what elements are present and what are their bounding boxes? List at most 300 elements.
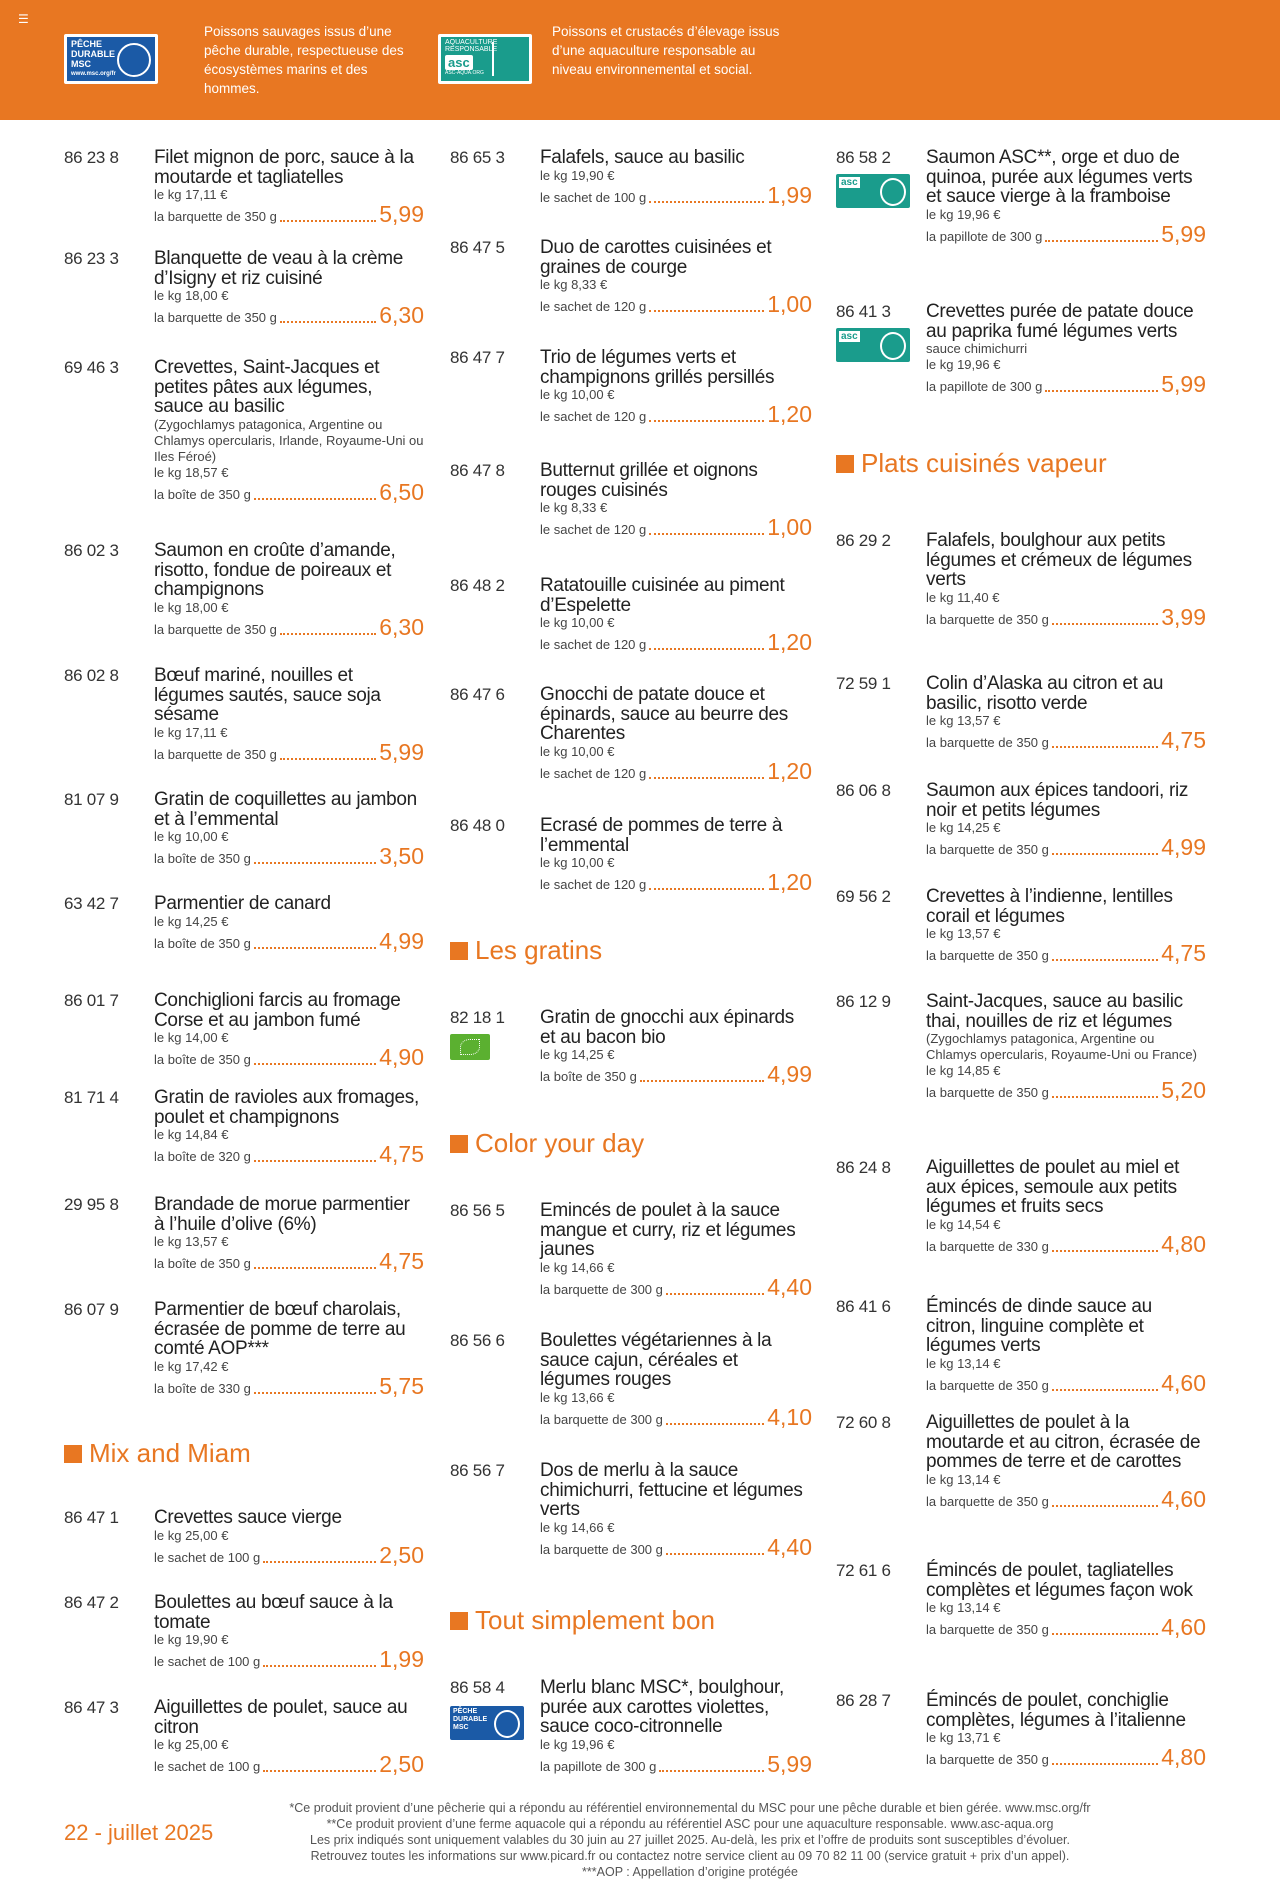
price: 5,75 — [379, 1372, 424, 1399]
price-per-kg: le kg 18,00 € — [154, 599, 229, 615]
dot-leader — [649, 310, 764, 312]
section-label: Les gratins — [475, 935, 603, 965]
asc-logo-word: asc — [445, 55, 473, 70]
product-name: Dos de merlu à la sauce chimichurri, fettucine et légumes verts — [540, 1460, 803, 1520]
price-per-kg: le kg 13,66 € — [540, 1389, 615, 1405]
price-line — [926, 603, 1206, 630]
price: 5,20 — [1161, 1077, 1206, 1103]
unit-label: le sachet de 100 g — [540, 189, 647, 205]
dot-leader — [280, 321, 376, 323]
price: 5,99 — [379, 738, 424, 765]
unit-label: la barquette de 350 g — [926, 611, 1049, 627]
unit-label: la barquette de 350 g — [154, 621, 277, 637]
product-detail: sauce chimichurri — [926, 341, 1028, 356]
product-name: Colin d’Alaska au citron et au basilic, risotto verde — [926, 673, 1164, 714]
price-per-kg: le kg 13,57 € — [926, 926, 1001, 941]
product-body — [540, 1331, 812, 1429]
dot-leader — [659, 1770, 764, 1772]
product-code: 86 47 5 — [450, 238, 505, 257]
orange-square-icon — [64, 1445, 82, 1463]
asc-badge-word: asc — [841, 177, 858, 188]
product-body — [926, 1691, 1206, 1769]
dot-leader — [1052, 1633, 1158, 1635]
product-body — [154, 666, 424, 764]
price: 4,40 — [767, 1273, 812, 1300]
price-per-kg: le kg 17,42 € — [154, 1358, 229, 1374]
unit-label: le sachet de 100 g — [154, 1549, 261, 1565]
price: 4,60 — [1161, 1485, 1206, 1512]
msc-badge-line: DURABLE — [453, 1716, 488, 1723]
product-code: 86 24 8 — [836, 1158, 891, 1177]
unit-label: la boîte de 350 g — [154, 486, 251, 502]
product-body — [154, 1195, 424, 1273]
fish-icon — [494, 1710, 520, 1738]
price: 4,80 — [1161, 1744, 1206, 1770]
msc-badge-line: MSC — [453, 1724, 469, 1731]
product-code: 86 56 5 — [450, 1201, 505, 1220]
price-per-kg: le kg 14,84 € — [154, 1127, 229, 1142]
price-per-kg: le kg 18,00 € — [154, 288, 229, 303]
section-label: Color your day — [475, 1128, 645, 1158]
product-body — [154, 1300, 424, 1398]
footnote: **Ce produit provient d’une ferme aquacole qui a répondu au référentiel ASC pour une aquaculture responsable. www.asc-aqua.org — [326, 1817, 1054, 1831]
product-body — [926, 1413, 1206, 1511]
section-label: Plats cuisinés vapeur — [861, 448, 1107, 478]
section-title — [64, 1438, 251, 1469]
product-code: 86 02 8 — [64, 666, 119, 685]
price-line — [540, 1533, 812, 1560]
product-body — [540, 348, 812, 426]
asc-logo — [438, 34, 532, 84]
product-code: 86 23 3 — [64, 249, 119, 268]
price-line — [540, 1750, 812, 1777]
product-code: 86 41 3 — [836, 302, 891, 321]
price-per-kg: le kg 14,25 € — [154, 913, 229, 929]
price: 1,00 — [767, 514, 812, 540]
footnotes — [240, 1800, 1140, 1880]
price: 5,99 — [379, 201, 424, 227]
price-per-kg: le kg 13,71 € — [926, 1730, 1001, 1745]
price-line — [926, 1485, 1206, 1512]
price-line — [154, 478, 424, 505]
unit-label: la boîte de 320 g — [154, 1149, 251, 1164]
price: 4,99 — [1161, 834, 1206, 860]
product-body — [540, 816, 812, 894]
price-per-kg: le kg 14,66 € — [540, 1259, 615, 1275]
unit-label: le sachet de 100 g — [154, 1759, 261, 1774]
price-per-kg: le kg 13,57 € — [154, 1234, 229, 1249]
price-per-kg: le kg 10,00 € — [154, 829, 229, 844]
product-name: Saumon en croûte d’amande, risotto, fondue de poireaux et champignons — [154, 540, 396, 600]
price-line — [540, 1403, 812, 1430]
msc-logo-line: DURABLE — [71, 49, 115, 59]
price-line — [540, 1063, 812, 1086]
msc-logo-line: MSC — [71, 59, 91, 69]
dot-leader — [263, 1561, 376, 1563]
price-line — [926, 220, 1206, 247]
unit-label: la barquette de 350 g — [926, 1085, 1049, 1100]
price-per-kg: le kg 17,11 € — [154, 187, 228, 202]
unit-label: la barquette de 350 g — [926, 1493, 1049, 1509]
product-name: Duo de carottes cuisinées et graines de courge — [540, 237, 772, 278]
price-line — [926, 836, 1206, 859]
product-name: Boulettes végétariennes à la sauce cajun, céréales et légumes rouges — [540, 1330, 772, 1390]
product-code: 86 06 8 — [836, 781, 891, 800]
product-body — [926, 992, 1206, 1102]
price: 4,90 — [379, 1044, 424, 1070]
unit-label: la barquette de 350 g — [926, 1377, 1049, 1393]
price-per-kg: le kg 14,85 € — [926, 1063, 1001, 1078]
product-code: 86 56 7 — [450, 1461, 505, 1480]
product-body — [154, 358, 424, 504]
price-line — [926, 942, 1206, 965]
product-body — [154, 1508, 424, 1567]
product-name: Émincés de poulet, tagliatelles complètes et légumes façon wok — [926, 1560, 1193, 1601]
asc-badge — [836, 328, 910, 362]
product-body — [926, 781, 1206, 859]
dot-leader — [1052, 1505, 1158, 1507]
product-code: 86 47 1 — [64, 1508, 119, 1527]
organic-badge — [450, 1034, 490, 1060]
product-name: Gnocchi de patate douce et épinards, sauce au beurre des Charentes — [540, 684, 788, 744]
product-code: 86 02 3 — [64, 541, 119, 560]
price: 5,99 — [767, 1750, 812, 1777]
unit-label: la barquette de 300 g — [540, 1541, 663, 1557]
price-per-kg: le kg 13,14 € — [926, 1600, 1001, 1615]
dot-leader — [1045, 240, 1158, 242]
product-body — [926, 1561, 1206, 1639]
unit-label: la papillote de 300 g — [540, 1758, 657, 1774]
price-per-kg: le kg 8,33 € — [540, 500, 608, 515]
dot-leader — [1052, 623, 1158, 625]
price-per-kg: le kg 17,11 € — [154, 724, 228, 740]
dot-leader — [1052, 1250, 1158, 1252]
product-detail: (Zygochlamys patagonica, Argentine ou Chlamys opercularis, Irlande, Royaume-Uni ou Iles Féroé) — [154, 416, 424, 464]
product-body — [540, 1461, 812, 1559]
price-line — [540, 631, 812, 654]
price: 1,99 — [767, 181, 812, 208]
price-per-kg: le kg 14,25 € — [926, 820, 1001, 835]
product-name: Brandade de morue parmentier à l’huile d’olive (6%) — [154, 1194, 410, 1235]
product-name: Saint-Jacques, sauce au basilic thai, nouilles de riz et légumes — [926, 991, 1183, 1032]
price-line — [154, 1372, 424, 1399]
product-body — [926, 674, 1206, 752]
product-body — [926, 887, 1206, 965]
dot-leader — [254, 862, 376, 864]
dot-leader — [254, 1392, 376, 1394]
header-banner — [0, 0, 1280, 120]
dot-leader — [1052, 959, 1158, 961]
orange-square-icon — [450, 1135, 468, 1153]
product-name: Crevettes purée de patate douce au paprika fumé légumes verts — [926, 301, 1194, 342]
product-code: 86 28 7 — [836, 1691, 891, 1710]
product-code: 86 58 2 — [836, 148, 891, 167]
price-line — [926, 1079, 1206, 1102]
product-code: 86 47 3 — [64, 1698, 119, 1717]
dot-leader — [649, 420, 764, 422]
product-body — [154, 249, 424, 327]
price: 5,99 — [1161, 371, 1206, 397]
price-per-kg: le kg 19,96 € — [926, 206, 1001, 222]
price: 1,20 — [767, 869, 812, 895]
unit-label: la boîte de 350 g — [154, 1052, 251, 1067]
price-per-kg: le kg 11,40 € — [926, 589, 1000, 605]
price-line — [926, 1230, 1206, 1257]
product-code: 86 23 8 — [64, 148, 119, 167]
price-line — [540, 516, 812, 539]
price-line — [154, 613, 424, 640]
orange-square-icon — [450, 942, 468, 960]
price: 4,75 — [379, 1141, 424, 1167]
unit-label: la barquette de 350 g — [154, 310, 277, 325]
unit-label: la barquette de 300 g — [540, 1281, 663, 1297]
price-per-kg: le kg 14,25 € — [540, 1047, 615, 1062]
product-name: Émincés de poulet, conchiglie complètes, légumes à l’italienne — [926, 1690, 1186, 1731]
product-code: 72 59 1 — [836, 674, 891, 693]
product-code: 86 58 4 — [450, 1678, 505, 1697]
price-line — [540, 757, 812, 784]
unit-label: la boîte de 350 g — [154, 851, 251, 866]
product-code: 86 48 0 — [450, 816, 505, 835]
unit-label: la boîte de 350 g — [540, 1069, 637, 1084]
product-code: 82 18 1 — [450, 1008, 505, 1027]
product-code: 86 65 3 — [450, 148, 505, 167]
product-body — [540, 1008, 812, 1086]
price-line — [926, 1369, 1206, 1396]
product-name: Gratin de gnocchi aux épinards et au bacon bio — [540, 1007, 794, 1048]
footnote: ***AOP : Appellation d’origine protégée — [582, 1865, 798, 1879]
product-body — [154, 541, 424, 639]
dot-leader — [666, 1293, 764, 1295]
unit-label: la papillote de 300 g — [926, 228, 1043, 244]
orange-square-icon — [836, 455, 854, 473]
product-name: Merlu blanc MSC*, boulghour, purée aux carottes violettes, sauce coco-citronnelle — [540, 1677, 785, 1737]
product-code: 86 01 7 — [64, 991, 119, 1010]
product-name: Ecrasé de pommes de terre à l’emmental — [540, 815, 783, 856]
price-line — [154, 1648, 424, 1671]
price-line — [540, 871, 812, 894]
product-name: Butternut grillée et oignons rouges cuisinés — [540, 460, 758, 501]
price-per-kg: le kg 14,66 € — [540, 1519, 615, 1535]
product-body — [540, 1678, 812, 1776]
price-per-kg: le kg 25,00 € — [154, 1527, 229, 1543]
dot-leader — [640, 1080, 764, 1082]
price-line — [154, 1046, 424, 1069]
price: 3,50 — [379, 843, 424, 869]
section-title — [450, 1128, 644, 1159]
product-body — [926, 302, 1206, 396]
dot-leader — [649, 888, 764, 890]
product-code: 86 12 9 — [836, 992, 891, 1011]
dot-leader — [1052, 853, 1158, 855]
price: 1,20 — [767, 757, 812, 784]
product-body — [154, 790, 424, 868]
eu-organic-leaf-icon — [460, 1039, 480, 1055]
product-body — [926, 1158, 1206, 1256]
dot-leader — [1045, 390, 1158, 392]
price-line — [154, 1753, 424, 1776]
product-body — [926, 531, 1206, 629]
product-name: Filet mignon de porc, sauce à la moutarde et tagliatelles — [154, 147, 414, 188]
dot-leader — [1052, 1389, 1158, 1391]
product-code: 86 48 2 — [450, 576, 505, 595]
unit-label: la barquette de 350 g — [926, 1752, 1049, 1767]
price-line — [926, 1616, 1206, 1639]
price-per-kg: le kg 13,14 € — [926, 1471, 1001, 1487]
section-title — [836, 448, 1107, 479]
dot-leader — [1052, 1763, 1158, 1765]
footnote: *Ce produit provient d’une pêcherie qui a répondu au référentiel environnemental du MSC pour une pêche durable et bien gérée. www.msc.org/fr — [289, 1801, 1091, 1815]
product-name: Crevettes, Saint-Jacques et petites pâtes aux légumes, sauce au basilic — [154, 357, 380, 417]
price: 4,40 — [767, 1533, 812, 1560]
price: 4,60 — [1161, 1369, 1206, 1396]
dot-leader — [280, 633, 376, 635]
msc-logo-line: PÊCHE — [71, 39, 103, 49]
price-per-kg: le kg 19,90 € — [540, 167, 615, 183]
price: 4,99 — [767, 1061, 812, 1087]
product-body — [540, 576, 812, 654]
unit-label: le sachet de 120 g — [540, 299, 647, 314]
price: 4,75 — [1161, 727, 1206, 753]
dot-leader — [280, 220, 376, 222]
unit-label: le sachet de 120 g — [540, 637, 647, 652]
page-number: 22 - juillet 2025 — [64, 1820, 214, 1845]
product-code: 86 41 6 — [836, 1297, 891, 1316]
price-per-kg: le kg 10,00 € — [540, 743, 615, 759]
price: 6,30 — [379, 302, 424, 328]
unit-label: le sachet de 100 g — [154, 1654, 261, 1669]
price-per-kg: le kg 25,00 € — [154, 1737, 229, 1752]
dot-leader — [1052, 746, 1158, 748]
price: 1,20 — [767, 401, 812, 427]
asc-logo-bottom: ASC-AQUA.ORG — [445, 70, 484, 76]
product-code: 86 07 9 — [64, 1300, 119, 1319]
fish-icon — [880, 332, 906, 360]
product-body — [154, 1088, 424, 1166]
product-code: 86 47 2 — [64, 1593, 119, 1612]
product-name: Blanquette de veau à la crème d’Isigny et riz cuisiné — [154, 248, 404, 289]
price: 4,60 — [1161, 1614, 1206, 1640]
product-code: 86 47 6 — [450, 685, 505, 704]
price: 6,30 — [379, 613, 424, 640]
asc-description: Poissons et crustacés d’élevage issus d’une aquaculture responsable au niveau environnemental et social. — [552, 24, 780, 77]
product-name: Falafels, sauce au basilic — [540, 147, 745, 168]
dot-leader — [649, 201, 764, 203]
price-line — [926, 373, 1206, 396]
price-line — [540, 403, 812, 426]
price: 1,20 — [767, 629, 812, 655]
price: 6,50 — [379, 478, 424, 505]
product-body — [540, 148, 812, 207]
price: 4,80 — [1161, 1230, 1206, 1257]
price-per-kg: le kg 13,57 € — [926, 713, 1001, 728]
unit-label: la boîte de 350 g — [154, 935, 251, 951]
price-line — [154, 203, 424, 226]
product-code: 81 07 9 — [64, 790, 119, 809]
price: 2,50 — [379, 1751, 424, 1777]
price: 4,99 — [379, 927, 424, 954]
price: 3,99 — [1161, 603, 1206, 630]
product-name: Aiguillettes de poulet au miel et aux épices, semoule aux petits légumes et fruits secs — [926, 1157, 1180, 1217]
msc-logo — [64, 34, 158, 84]
orange-square-icon — [450, 1612, 468, 1630]
unit-label: le sachet de 120 g — [540, 409, 647, 424]
price-line — [154, 1250, 424, 1273]
product-body — [540, 238, 812, 316]
asc-badge-word: asc — [841, 331, 858, 342]
footnote: Les prix indiqués sont uniquement valables du 30 juin au 27 juillet 2025. Au-delà, les prix et l’offre de produits sont susceptibles d’évoluer. — [310, 1833, 1070, 1847]
unit-label: la barquette de 350 g — [926, 1622, 1049, 1637]
price-line — [154, 1143, 424, 1166]
price-line — [540, 181, 812, 208]
product-body — [154, 1698, 424, 1776]
fish-icon — [492, 42, 524, 76]
price-line — [154, 927, 424, 954]
dot-leader — [649, 777, 764, 779]
dot-leader — [649, 533, 764, 535]
section-label: Tout simplement bon — [475, 1605, 715, 1635]
product-name: Conchiglioni farcis au fromage Corse et au jambon fumé — [154, 990, 401, 1031]
price-per-kg: le kg 19,96 € — [926, 357, 1001, 372]
price-per-kg: le kg 10,00 € — [540, 615, 615, 630]
price-per-kg: le kg 14,54 € — [926, 1216, 1001, 1232]
product-name: Émincés de dinde sauce au citron, linguine complète et légumes verts — [926, 1296, 1152, 1356]
price: 4,75 — [1161, 940, 1206, 966]
dot-leader — [254, 1267, 376, 1269]
product-body — [926, 1297, 1206, 1395]
hamburger-icon[interactable]: ☰ — [18, 12, 29, 26]
price-line — [154, 304, 424, 327]
unit-label: la barquette de 300 g — [540, 1411, 663, 1427]
fish-icon — [880, 178, 906, 206]
section-title — [450, 935, 602, 966]
price-line — [154, 738, 424, 765]
price-line — [540, 1273, 812, 1300]
price: 2,50 — [379, 1541, 424, 1568]
price-per-kg: le kg 10,00 € — [540, 387, 615, 402]
product-code: 86 47 7 — [450, 348, 505, 367]
price-per-kg: le kg 19,96 € — [540, 1736, 615, 1752]
dot-leader — [280, 758, 376, 760]
product-name: Boulettes au bœuf sauce à la tomate — [154, 1592, 393, 1633]
product-code: 81 71 4 — [64, 1088, 119, 1107]
product-name: Emincés de poulet à la sauce mangue et curry, riz et légumes jaunes — [540, 1200, 796, 1260]
fish-icon — [117, 43, 151, 77]
product-code: 63 42 7 — [64, 894, 119, 913]
dot-leader — [666, 1423, 764, 1425]
asc-logo-top: AQUACULTURE RESPONSABLE — [445, 39, 498, 53]
product-code: 69 56 2 — [836, 887, 891, 906]
unit-label: le sachet de 120 g — [540, 765, 647, 781]
price-per-kg: le kg 19,90 € — [154, 1632, 229, 1647]
price-line — [154, 1541, 424, 1568]
product-code: 72 60 8 — [836, 1413, 891, 1432]
dot-leader — [666, 1553, 764, 1555]
price-per-kg: le kg 14,00 € — [154, 1030, 229, 1045]
product-name: Trio de légumes verts et champignons grillés persillés — [540, 347, 775, 388]
product-body — [540, 685, 812, 783]
product-code: 72 61 6 — [836, 1561, 891, 1580]
product-body — [926, 148, 1206, 246]
unit-label: le sachet de 120 g — [540, 522, 647, 537]
price: 5,99 — [1161, 220, 1206, 247]
price-line — [540, 293, 812, 316]
asc-badge — [836, 174, 910, 208]
product-body — [154, 1593, 424, 1671]
price-line — [154, 845, 424, 868]
dot-leader — [254, 1063, 376, 1065]
dot-leader — [263, 1665, 376, 1667]
